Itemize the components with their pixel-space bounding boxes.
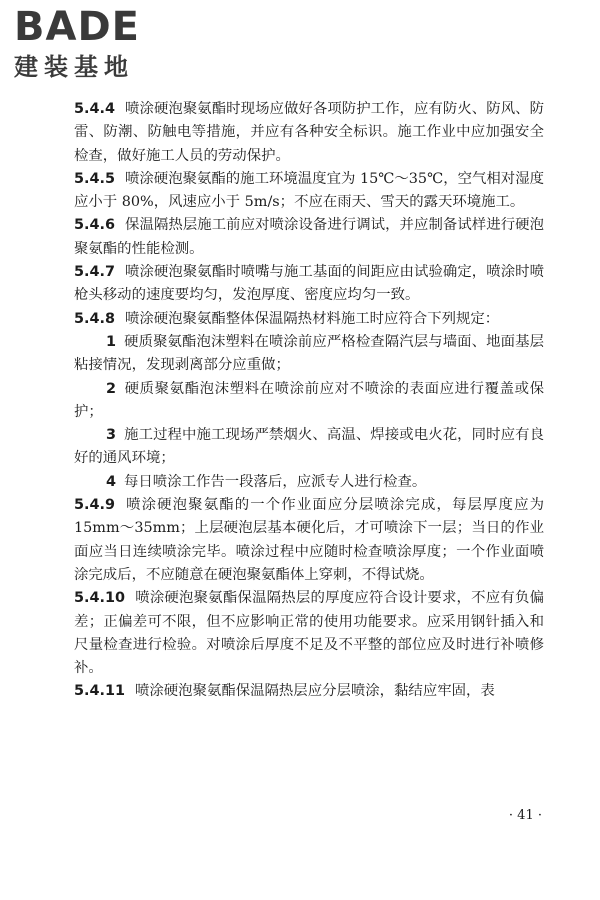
clause-number: 5.4.4: [74, 101, 115, 117]
clause-5-4-9: [74, 494, 544, 587]
clause-number: 5.4.6: [74, 217, 115, 234]
clause-text: 喷涂硬泡聚氨酯的一个作业面应分层喷涂完成，每层厚度应为 15mm～35mm；上层硬泡层基本硬化后，才可喷涂下一层；当日的作业面应当日连续喷涂完毕。喷涂过程中应随时检查喷涂厚度；一个作业面喷涂完成后，不应随意在硬泡聚氨酯体上穿刺，不得试烧。: [74, 497, 544, 583]
clause-5-4-11: [74, 680, 544, 703]
item-number: 1: [106, 333, 117, 350]
clause-5-4-6: [74, 214, 544, 261]
list-item: [74, 378, 544, 425]
clause-number: 5.4.9: [74, 497, 115, 514]
clause-number: 5.4.11: [74, 683, 125, 700]
clause-text: 喷涂硬泡聚氨酯保温隔热层应分层喷涂，黏结应牢固，表: [135, 683, 495, 700]
list-item: [74, 331, 544, 378]
clause-text: 保温隔热层施工前应对喷涂设备进行调试，并应制备试样进行硬泡聚氨酯的性能检测。: [74, 217, 544, 257]
item-text: 硬质聚氨酯泡沫塑料在喷涂前应严格检查隔汽层与墙面、地面基层粘接情况，发现剥离部分应重做；: [74, 333, 544, 374]
clause-5-4-10: [74, 587, 544, 680]
clause-number: 5.4.5: [74, 170, 115, 187]
clause-number: 5.4.10: [74, 590, 125, 607]
page-number: · 41 ·: [508, 808, 542, 823]
clause-text: 喷涂硬泡聚氨酯保温隔热层的厚度应符合设计要求，不应有负偏差；正偏差可不限，但不应影响正常的使用功能要求。应采用钢针插入和尺量检查进行检验。对喷涂后厚度不足及不平整的部位应及时进行补喷修补。: [74, 590, 544, 677]
clause-text: 喷涂硬泡聚氨酯时现场应做好各项防护工作，应有防火、防风、防雷、防潮、防触电等措施，并应有各种安全标识。施工作业中应加强安全检查，做好施工人员的劳动保护。: [74, 101, 544, 164]
clause-5-4-8: [74, 308, 544, 331]
clause-text: 喷涂硬泡聚氨酯时喷嘴与施工基面的间距应由试验确定，喷涂时喷枪头移动的速度要均匀，发泡厚度、密度应均匀一致。: [74, 264, 544, 304]
clause-5-4-7: [74, 261, 544, 308]
brand-logo: [14, 6, 179, 88]
item-number: 4: [106, 473, 117, 490]
item-text: 施工过程中施工现场严禁烟火、高温、焊接或电火花，同时应有良好的通风环境；: [74, 427, 544, 467]
list-item: [74, 424, 544, 471]
clause-text: 喷涂硬泡聚氨酯的施工环境温度宜为 15℃～35℃，空气相对湿度应小于 80%，风速应小于 5m/s；不应在雨天、雪天的露天环境施工。: [74, 170, 544, 211]
item-number: 3: [106, 427, 117, 444]
clause-5-4-5: [74, 168, 544, 215]
item-text: 硬质聚氨酯泡沫塑料在喷涂前应对不喷涂的表面应进行覆盖或保护；: [74, 380, 544, 420]
logo-wordmark: BADE: [14, 4, 140, 50]
item-text: 每日喷涂工作告一段落后，应派专人进行检查。: [124, 473, 427, 490]
document-body: [74, 98, 544, 704]
logo-subtitle: 建装基地: [14, 53, 134, 81]
clause-number: 5.4.7: [74, 264, 115, 281]
clause-5-4-4: [74, 98, 544, 168]
list-item: [74, 471, 544, 494]
item-number: 2: [106, 380, 117, 397]
clause-text: 喷涂硬泡聚氨酯整体保温隔热材料施工时应符合下列规定：: [124, 310, 500, 327]
clause-number: 5.4.8: [74, 310, 115, 327]
